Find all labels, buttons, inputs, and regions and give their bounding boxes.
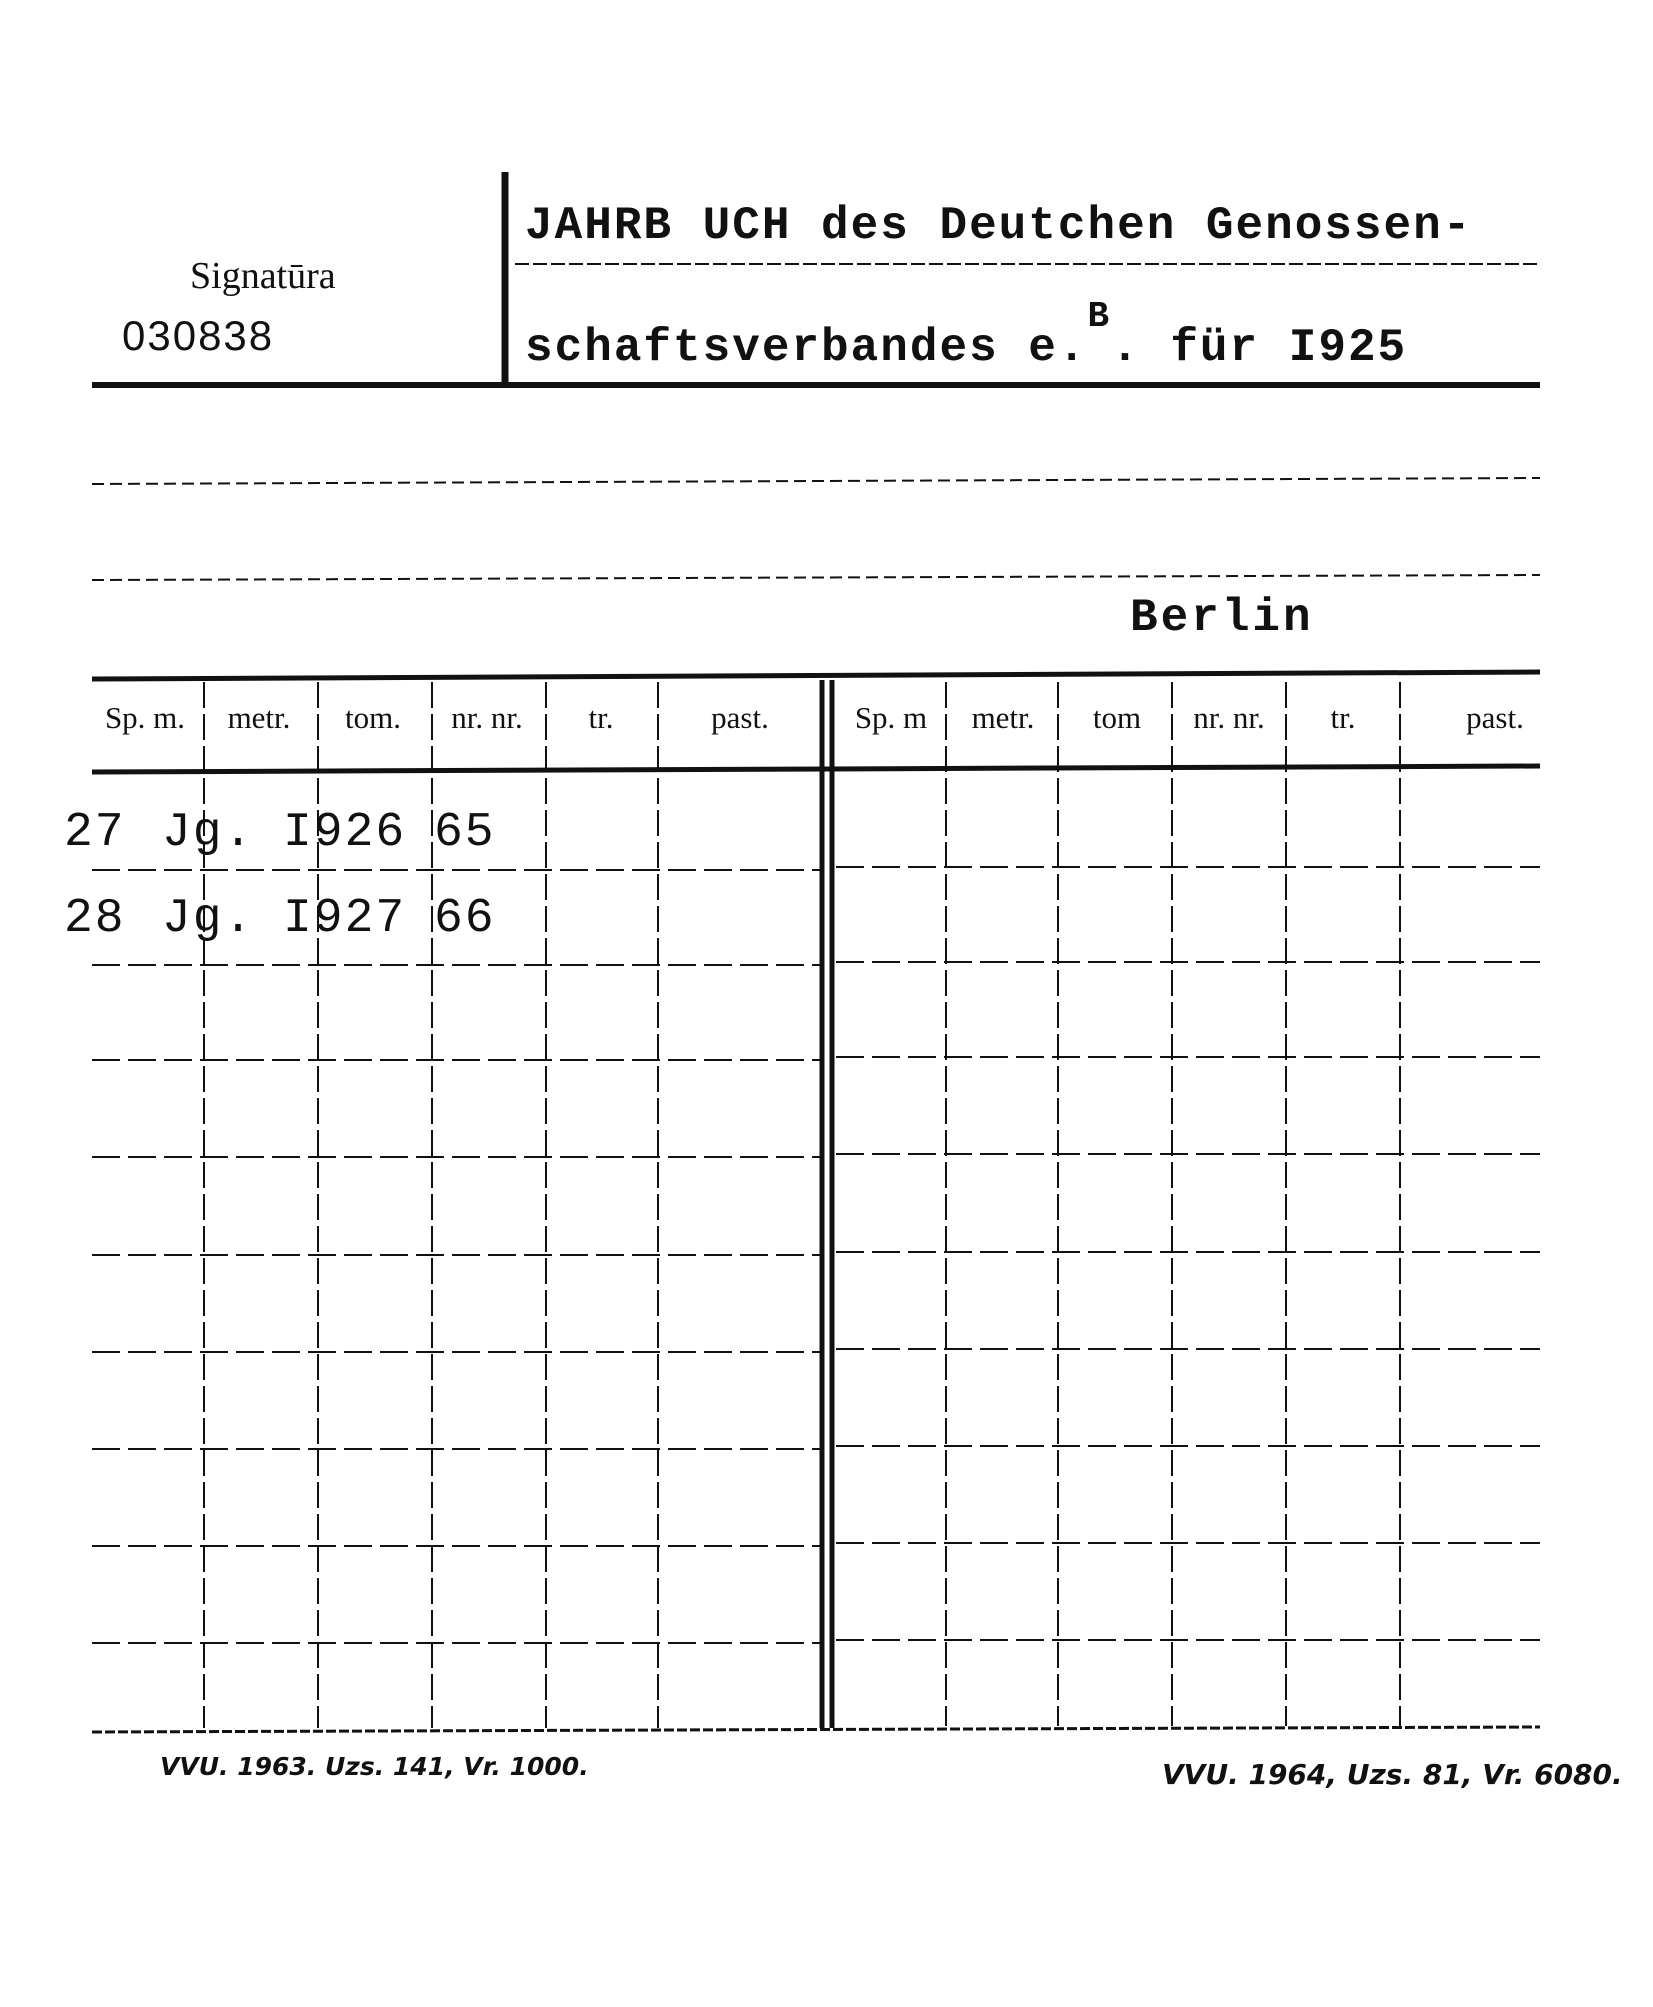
header-metr: metr.: [227, 700, 291, 735]
footer-note-left: VVU. 1963. Uzs. 141, Vr. 1000.: [160, 1752, 589, 1781]
header-nr-nr: nr. nr.: [451, 700, 523, 735]
place-of-publication: Berlin: [1130, 592, 1314, 644]
blank-rule-1: [92, 478, 1540, 484]
signature-label: Signatūra: [190, 255, 336, 297]
row-2-metr: Jg.: [162, 892, 255, 946]
row-1-nr: 65: [434, 806, 496, 860]
signature-number: 030838: [122, 312, 275, 359]
table-top-rule: [92, 672, 1540, 679]
header-sp-m: Sp. m.: [104, 700, 186, 735]
header-metr-right: metr.: [971, 700, 1035, 735]
row-1-sp: 27: [64, 806, 126, 860]
header-past-right: past.: [1466, 700, 1524, 735]
row-1-tom: I926: [283, 806, 407, 860]
title-line-2: [525, 296, 1408, 374]
title-insert: B: [1087, 296, 1112, 337]
header-sp-m-right: Sp. m: [854, 700, 928, 735]
title-line-1: JAHRB UCH des Deutchen Genossen-: [525, 200, 1473, 252]
row-2-tom: I927: [283, 892, 407, 946]
header-tr-right: tr.: [1330, 700, 1356, 735]
row-1-metr: Jg.: [162, 806, 255, 860]
row-2-sp: 28: [64, 892, 126, 946]
header-nr-nr-right: nr. nr.: [1193, 700, 1265, 735]
row-2-nr: 66: [434, 892, 496, 946]
header-tom-right: tom: [1092, 700, 1142, 735]
footer-note-right: VVU. 1964, Uzs. 81, Vr. 6080.: [1162, 1758, 1623, 1791]
blank-rule-2: [92, 575, 1540, 580]
header-tom: tom.: [345, 700, 401, 735]
title-line-2-text: schaftsverbandes e.: [525, 322, 1088, 374]
table-bottom-rule: [92, 1727, 1540, 1732]
header-tr: tr.: [588, 700, 614, 735]
title-line-2-end: . für I925: [1111, 322, 1408, 374]
table-header-rule: [92, 766, 1540, 772]
header-past: past.: [711, 700, 769, 735]
